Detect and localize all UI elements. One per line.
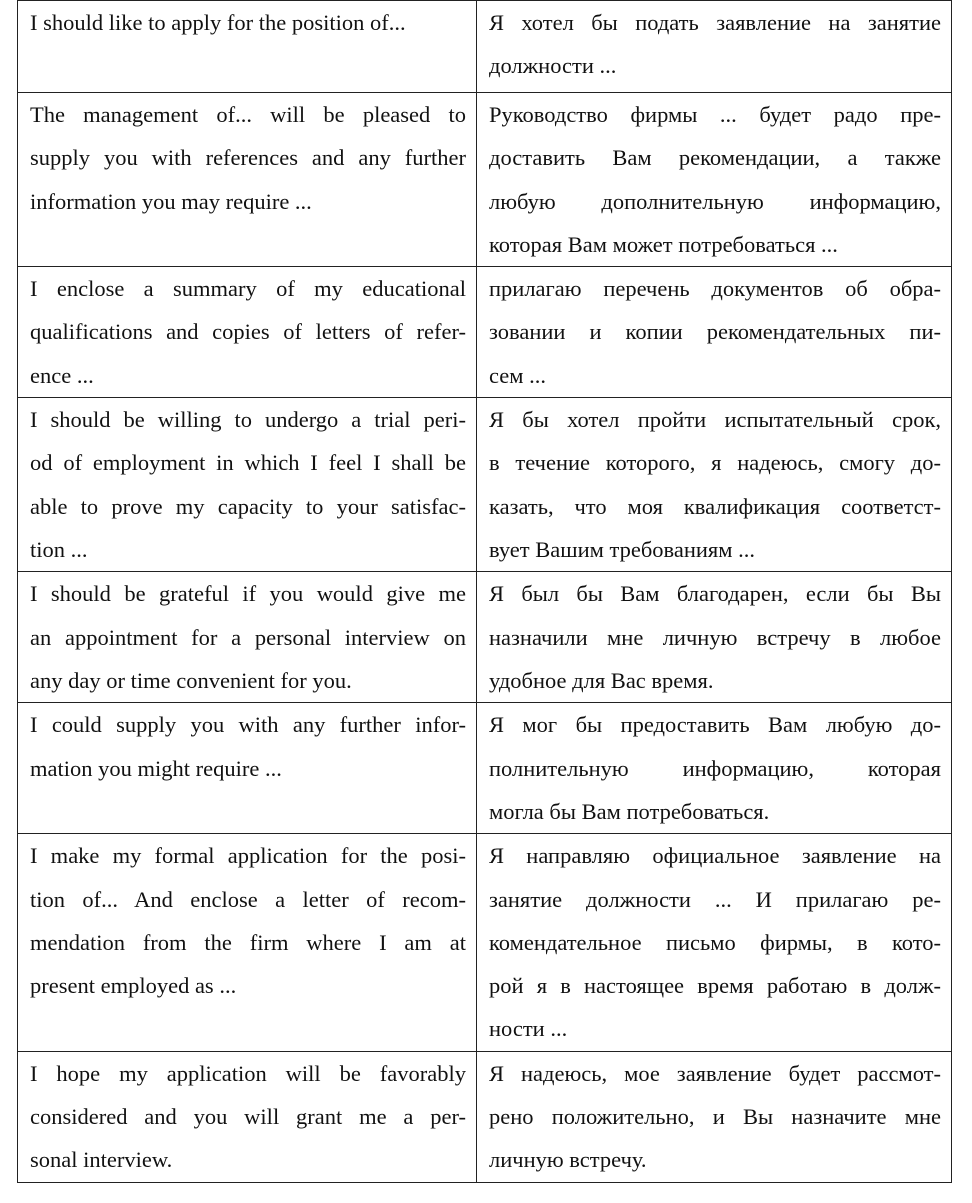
text-line: sonal interview.: [30, 1147, 173, 1173]
text-line: зовании и копии рекомендательных пи-: [489, 319, 941, 345]
table-row: [18, 267, 952, 398]
english-phrase-cell: [18, 1, 477, 93]
table-row: [18, 1, 952, 93]
text-line: должности ...: [489, 53, 617, 79]
phrase-table: [17, 0, 952, 1183]
text-line: могла бы Вам потребоваться.: [489, 798, 770, 824]
table-row: [18, 834, 952, 1051]
text-line: supply you with references and any further: [30, 145, 466, 171]
text-line: любую дополнительную информацию,: [489, 188, 941, 214]
text-line: доставить Вам рекомендации, а также: [489, 145, 941, 171]
text-line: mation you might require ...: [30, 755, 282, 781]
english-phrase-cell: [18, 93, 477, 267]
russian-translation-cell: [477, 572, 952, 703]
text-line: I could supply you with any further infor-: [30, 712, 466, 738]
russian-translation-cell: [477, 834, 952, 1051]
table-row: [18, 703, 952, 834]
text-line: рой я в настоящее время работаю в долж-: [489, 973, 941, 999]
text-line: any day or time convenient for you.: [30, 667, 352, 693]
english-phrase-cell: [18, 267, 477, 398]
english-phrase-cell: [18, 834, 477, 1051]
russian-translation-cell: [477, 93, 952, 267]
text-line: ence ...: [30, 362, 94, 388]
russian-translation-cell: [477, 267, 952, 398]
text-line: Я мог бы предоставить Вам любую до-: [489, 712, 941, 738]
text-line: удобное для Вас время.: [489, 667, 714, 693]
russian-translation-cell: [477, 398, 952, 572]
text-line: казать, что моя квалификация соответст-: [489, 493, 941, 519]
text-line: Я хотел бы подать заявление на занятие: [489, 10, 941, 35]
english-phrase-cell: [18, 1051, 477, 1182]
text-line: Я надеюсь, мое заявление будет рассмот-: [489, 1060, 941, 1086]
text-line: Я направляю официальное заявление на: [489, 843, 941, 869]
russian-translation-cell: [477, 1, 952, 93]
text-line: занятие должности ... И прилагаю ре-: [489, 886, 941, 912]
text-line: которая Вам может потребоваться ...: [489, 231, 838, 257]
table-row: [18, 572, 952, 703]
text-line: назначили мне личную встречу в любое: [489, 624, 941, 650]
text-line: ности ...: [489, 1016, 568, 1042]
text-line: I make my formal application for the posi-: [30, 843, 466, 869]
english-phrase-cell: [18, 398, 477, 572]
text-line: considered and you will grant me a per-: [30, 1104, 466, 1130]
phrase-table-body: [18, 1, 952, 1183]
text-line: в течение которого, я надеюсь, смогу до-: [489, 450, 941, 476]
text-line: information you may require ...: [30, 188, 312, 214]
text-line: I enclose a summary of my educational: [30, 276, 466, 302]
text-line: I should be grateful if you would give me: [30, 581, 466, 607]
table-row: [18, 1051, 952, 1182]
table-row: [18, 93, 952, 267]
text-line: Руководство фирмы ... будет радо пре-: [489, 102, 941, 127]
text-line: an appointment for a personal interview on: [30, 624, 466, 650]
text-line: рено положительно, и Вы назначите мне: [489, 1104, 941, 1130]
text-line: I should like to apply for the position of...: [30, 10, 406, 35]
text-line: qualifications and copies of letters of refer-: [30, 319, 466, 345]
text-line: Я бы хотел пройти испытательный срок,: [489, 407, 941, 433]
russian-translation-cell: [477, 1051, 952, 1182]
text-line: вует Вашим требованиям ...: [489, 537, 756, 563]
table-row: [18, 398, 952, 572]
text-line: комендательное письмо фирмы, в кото-: [489, 929, 941, 955]
text-line: od of employment in which I feel I shall be: [30, 450, 466, 476]
text-line: able to prove my capacity to your satisfac-: [30, 493, 466, 519]
text-line: прилагаю перечень документов об обра-: [489, 276, 941, 302]
text-line: mendation from the firm where I am at: [30, 929, 466, 955]
text-line: present employed as ...: [30, 973, 237, 999]
text-line: сем ...: [489, 362, 546, 388]
english-phrase-cell: [18, 703, 477, 834]
text-line: Я был бы Вам благодарен, если бы Вы: [489, 581, 941, 607]
text-line: The management of... will be pleased to: [30, 102, 466, 127]
english-phrase-cell: [18, 572, 477, 703]
text-line: I hope my application will be favorably: [30, 1060, 466, 1086]
text-line: tion ...: [30, 537, 88, 563]
text-line: tion of... And enclose a letter of recom-: [30, 886, 466, 912]
text-line: личную встречу.: [489, 1147, 647, 1173]
text-line: I should be willing to undergo a trial peri-: [30, 407, 466, 433]
russian-translation-cell: [477, 703, 952, 834]
text-line: полнительную информацию, которая: [489, 755, 941, 781]
